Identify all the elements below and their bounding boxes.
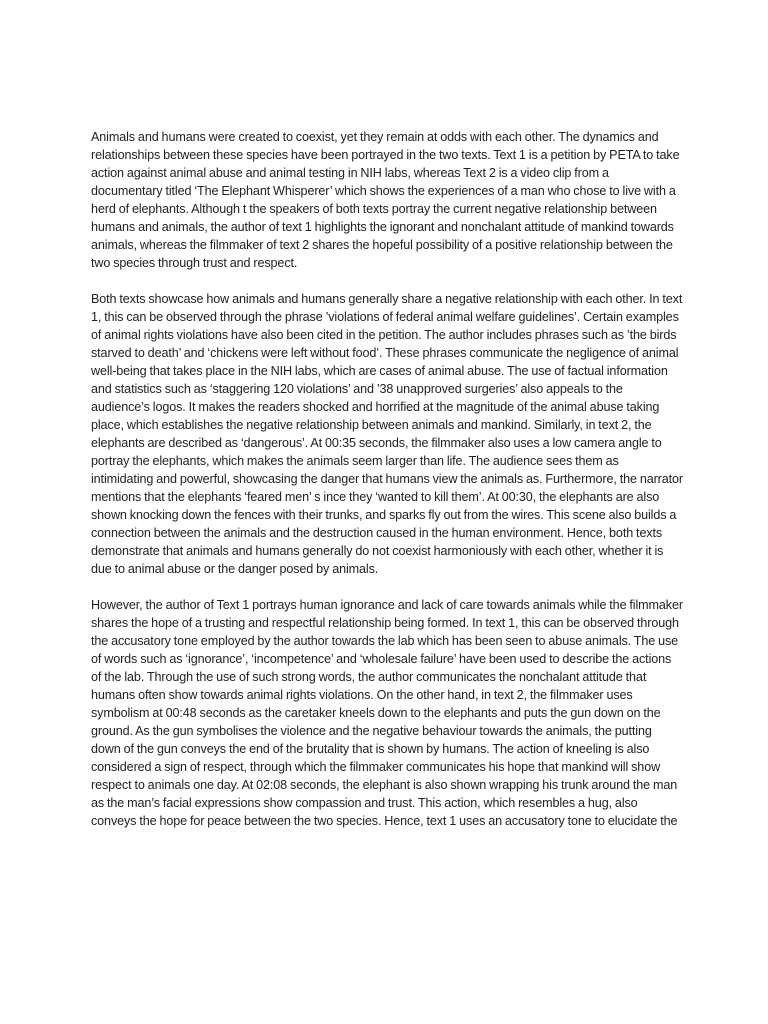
paragraph-ignorance-vs-hope: However, the author of Text 1 portrays human ignorance and lack of care towards animals while the filmmaker shares the hope of a trusting and respectful relationship being formed. In text 1, this can be observed through the accusatory tone employed by the author towards the lab which has been seen to abuse animals. The use of words such as ‘ignorance’, ‘incompetence’ and ‘wholesale failure’ have been used to describe the actions of the lab. Through the use of such strong words, the author communicates the nonchalant attitude that humans often show towards animal rights violations. On the other hand, in text 2, the filmmaker uses symbolism at 00:48 seconds as the caretaker kneels down to the elephants and puts the gun down on the ground. As the gun symbolises the violence and the negative behaviour towards the animals, the putting down of the gun conveys the end of the brutality that is shown by humans. The action of kneeling is also considered a sign of respect, through which the filmmaker communicates his hope that mankind will show respect to animals one day. At 02:08 seconds, the elephant is also shown wrapping his trunk around the man as the man’s facial expressions show compassion and trust. This action, which resembles a hug, also conveys the hope for peace between the two species. Hence, text 1 uses an accusatory tone to elucidate the	[91, 598, 683, 828]
document-body	[91, 128, 683, 830]
paragraph-negative-relationship: Both texts showcase how animals and humans generally share a negative relationship with each other. In text 1, this can be observed through the phrase ’violations of federal animal welfare guidelines’. Certain examples of animal rights violations have also been cited in the petition. The author includes phrases such as ’the birds starved to death’ and ‘chickens were left without food’. These phrases communicate the negligence of animal well-being that takes place in the NIH labs, which are cases of animal abuse. The use of factual information and statistics such as ‘staggering 120 violations’ and ’38 unapproved surgeries’ also appeals to the audience’s logos. It makes the readers shocked and horrified at the magnitude of the animal abuse taking place, which establishes the negative relationship between animals and mankind. Similarly, in text 2, the elephants are described as ‘dangerous’. At 00:35 seconds, the filmmaker also uses a low camera angle to portray the elephants, which makes the animals seem larger than life. The audience sees them as intimidating and powerful, showcasing the danger that humans view the animals as. Furthermore, the narrator mentions that the elephants ‘feared men’ s ince they ‘wanted to kill them’. At 00:30, the elephants are also shown knocking down the fences with their trunks, and sparks fly out from the wires. This scene also builds a connection between the animals and the destruction caused in the human environment. Hence, both texts demonstrate that animals and humans generally do not coexist harmoniously with each other, whether it is due to animal abuse or the danger posed by animals.	[91, 292, 683, 576]
paragraph-introduction: Animals and humans were created to coexist, yet they remain at odds with each other. The dynamics and relationships between these species have been portrayed in the two texts. Text 1 is a petition by PETA to take action against animal abuse and animal testing in NIH labs, whereas Text 2 is a video clip from a documentary titled ‘The Elephant Whisperer’ which shows the experiences of a man who chose to live with a herd of elephants. Although t the speakers of both texts portray the current negative relationship between humans and animals, the author of text 1 highlights the ignorant and nonchalant attitude of mankind towards animals, whereas the filmmaker of text 2 shares the hopeful possibility of a positive relationship between the two species through trust and respect.	[91, 130, 680, 270]
